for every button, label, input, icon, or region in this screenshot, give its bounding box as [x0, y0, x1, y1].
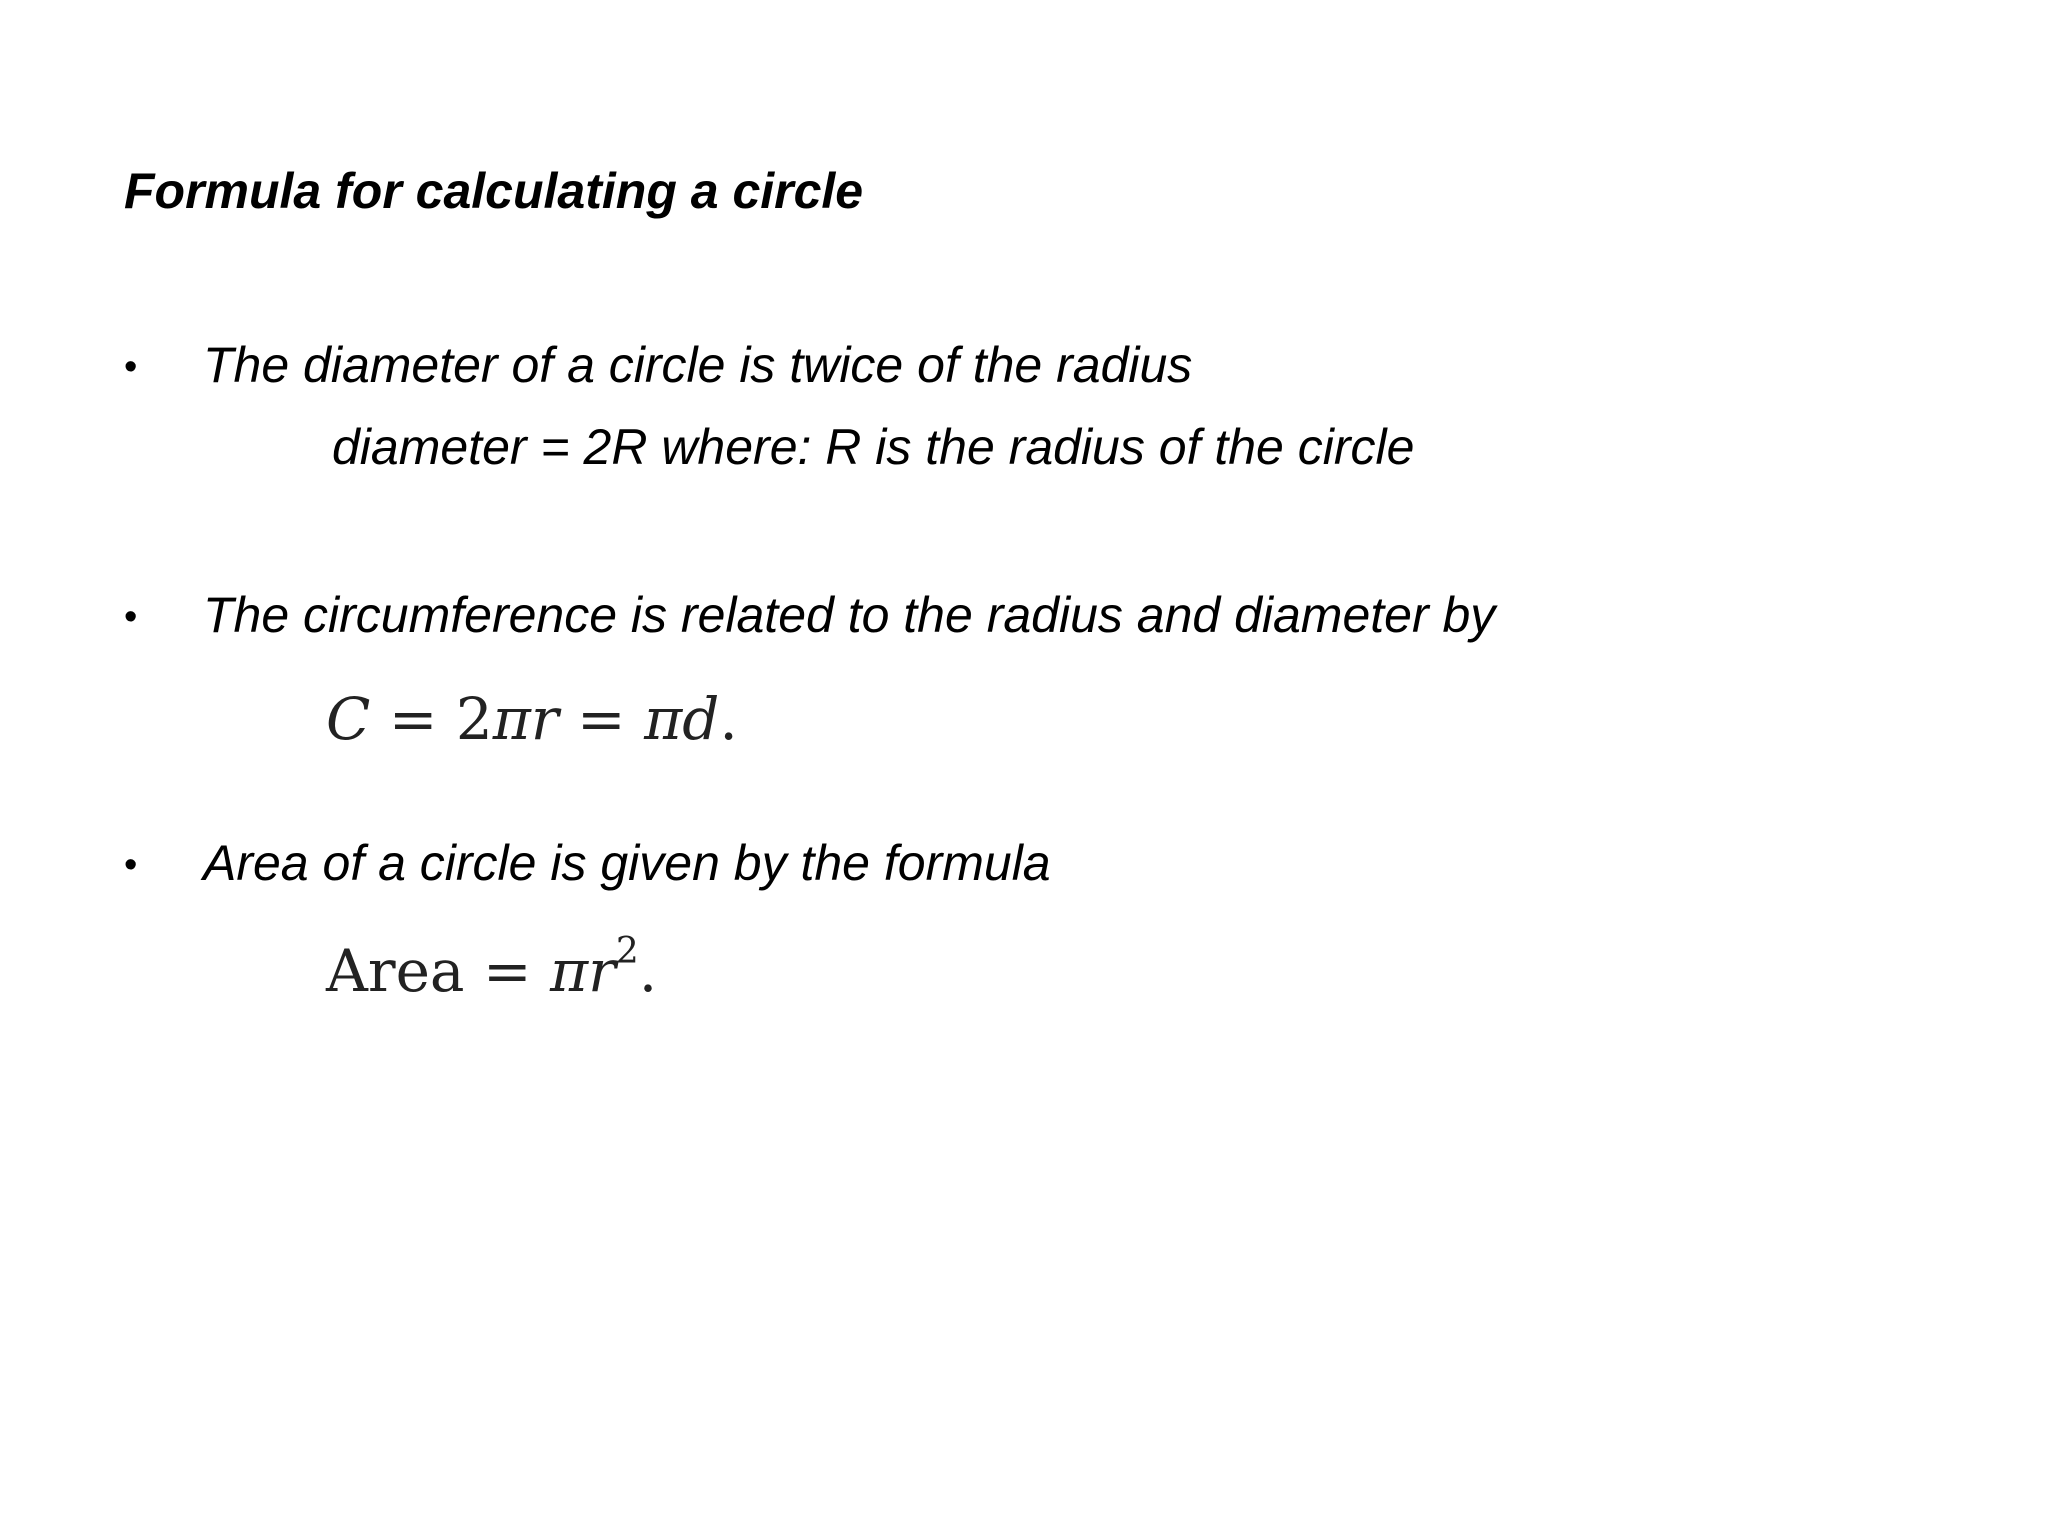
formula-eq-two: = 2 [370, 685, 493, 753]
formula-c: C [326, 685, 371, 753]
bullet-area-text: Area of a circle is given by the formula [203, 835, 1051, 891]
formula-pi: π [492, 685, 531, 753]
slide-title: Formula for calculating a circle [124, 163, 864, 219]
formula-period: . [719, 685, 738, 753]
formula-period: . [638, 937, 658, 1005]
formula-r: r [530, 685, 559, 753]
formula-pi: π [644, 685, 683, 753]
circumference-formula [326, 685, 738, 753]
area-formula [326, 931, 658, 1005]
bullet-diameter-text: The diameter of a circle is twice of the radius [203, 337, 1193, 393]
bullet-dot: • [124, 346, 138, 388]
bullet-dot: • [124, 596, 138, 638]
formula-exponent: 2 [615, 931, 639, 972]
formula-r: r [588, 937, 616, 1005]
formula-eq: = [464, 937, 550, 1005]
formula-eq: = [558, 685, 645, 753]
formula-pi: π [550, 937, 589, 1005]
bullet-dot: • [124, 844, 138, 886]
bullet-circumference-text: The circumference is related to the radius and diameter by [203, 587, 1496, 643]
diameter-formula-text: diameter = 2R where: R is the radius of the circle [332, 419, 1415, 475]
formula-area-word: Area [326, 937, 465, 1005]
formula-d: d [682, 685, 720, 753]
